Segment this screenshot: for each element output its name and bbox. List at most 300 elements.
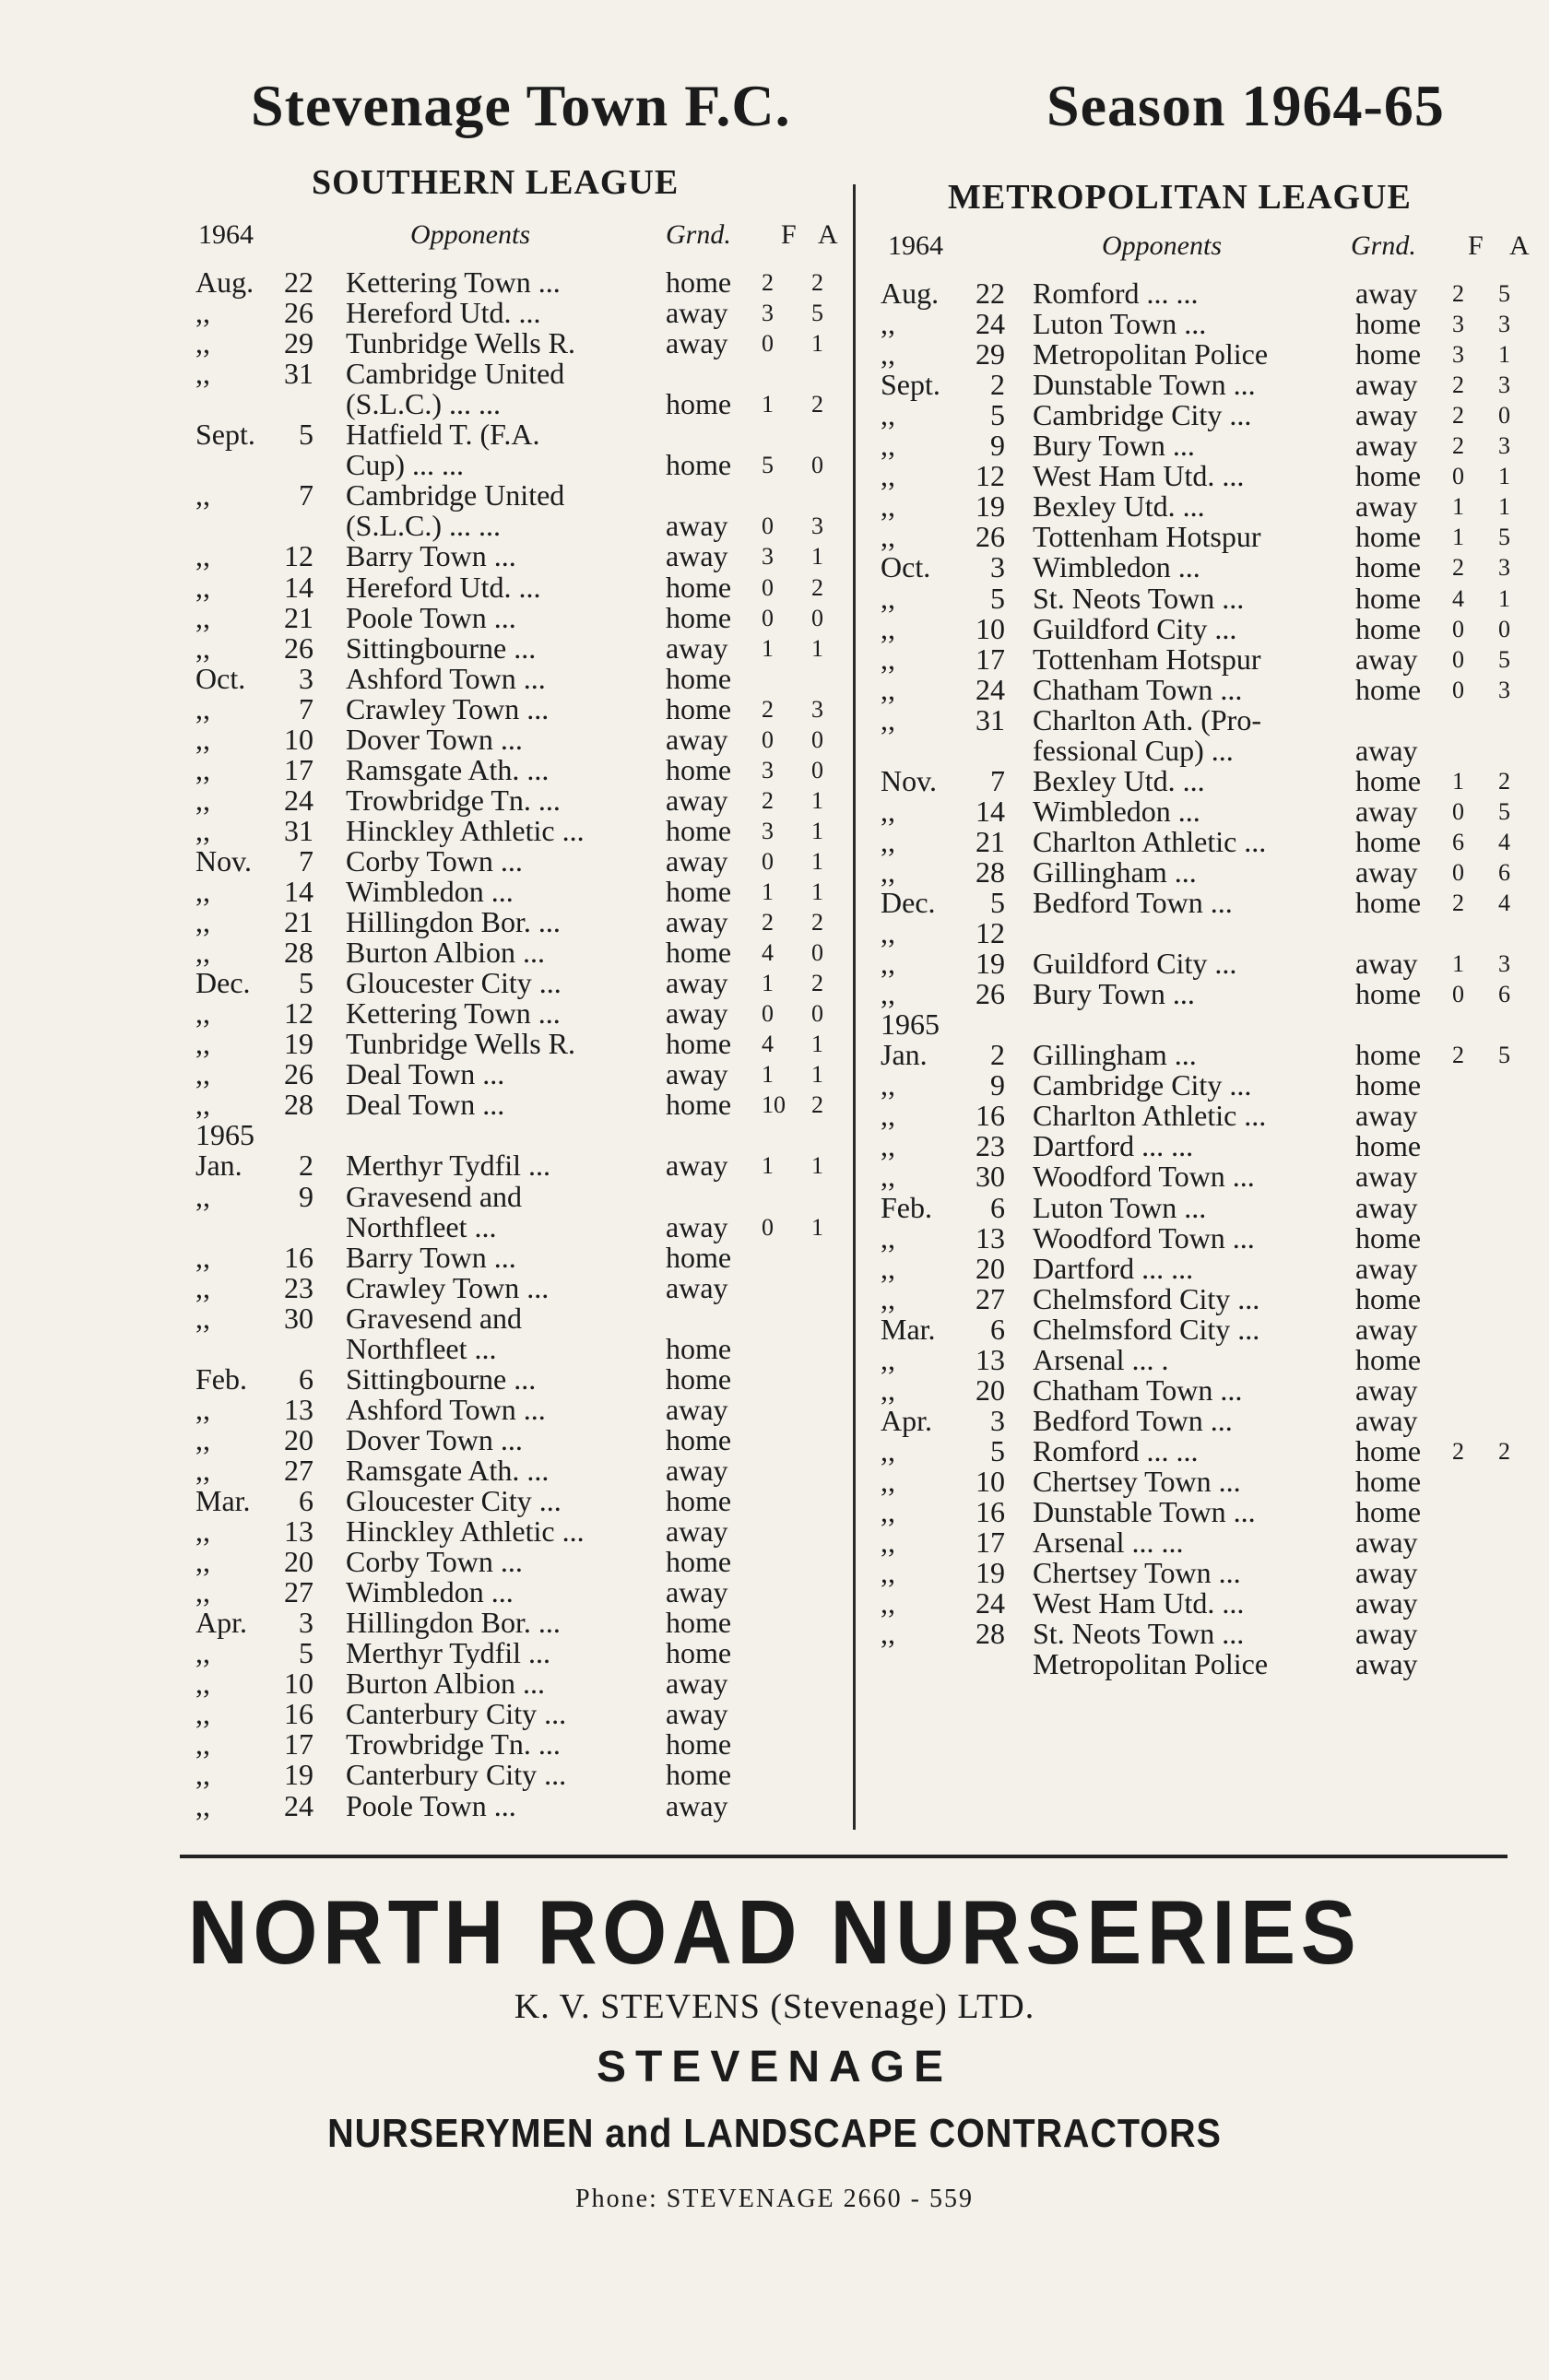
fixture-ground: home xyxy=(1355,459,1422,493)
fixture-day: 2 xyxy=(990,368,1005,402)
fixture-score-against: 1 xyxy=(811,878,823,905)
fixture-month: ,, xyxy=(881,1220,895,1255)
fixture-score-against: 5 xyxy=(1498,797,1510,825)
fixture-ground: home xyxy=(666,1545,732,1579)
fixture-opponent: Chertsey Town ... xyxy=(1033,1464,1241,1498)
fixture-month: ,, xyxy=(881,916,895,950)
fixture-day: 16 xyxy=(976,1099,1005,1133)
fixture-score-for: 1 xyxy=(762,634,774,662)
fixture-month: ,, xyxy=(195,1422,210,1456)
fixture-ground: home xyxy=(1355,1281,1422,1315)
fixture-score-against: 1 xyxy=(1498,493,1510,521)
fixture-score-for: 2 xyxy=(1452,280,1464,307)
opponents-header: Opponents xyxy=(410,219,530,250)
fixture-score-for: 1 xyxy=(1452,950,1464,978)
fixture-day: 13 xyxy=(976,1342,1005,1376)
advert-trade: NURSERYMEN and LANDSCAPE CONTRACTORS xyxy=(327,2111,1222,2156)
fixture-day: 19 xyxy=(976,947,1005,981)
fixture-month: Nov. xyxy=(881,763,938,797)
fixture-opponent: West Ham Utd. ... xyxy=(1033,459,1245,493)
fixture-month: ,, xyxy=(195,1697,210,1731)
fixture-day: 13 xyxy=(976,1220,1005,1255)
fixture-month: Sept. xyxy=(195,418,255,452)
fixture-row xyxy=(0,370,1549,400)
fixture-opponent: Deal Town ... xyxy=(346,1088,505,1122)
fixture-row xyxy=(0,583,1549,614)
fixture-row xyxy=(0,1190,1549,1224)
fixture-ground: away xyxy=(666,1270,728,1304)
fixture-opponent: Cambridge City ... xyxy=(1033,398,1252,432)
fixture-opponent: Cambridge United xyxy=(346,357,565,391)
for-header: F xyxy=(781,219,797,250)
fixture-row xyxy=(0,339,1549,370)
fixture-ground: home xyxy=(1355,1495,1422,1528)
fixture-opponent: Gillingham ... xyxy=(1033,1038,1197,1072)
fixture-ground: home xyxy=(666,691,732,725)
fixture-opponent: Burton Albion ... xyxy=(346,1667,546,1701)
fixture-opponent: Bedford Town ... xyxy=(1033,1403,1233,1437)
fixture-month: ,, xyxy=(195,905,210,939)
advert-company: K. V. STEVENS (Stevenage) LTD. xyxy=(514,1987,1035,2026)
fixture-ground: away xyxy=(666,1453,728,1487)
fixture-month: ,, xyxy=(881,642,895,676)
fixture-score-against: 1 xyxy=(811,1213,823,1241)
fixture-row xyxy=(0,1649,1549,1679)
fixture-day: 23 xyxy=(284,1270,313,1304)
fixture-score-for: 0 xyxy=(1452,858,1464,886)
fixture-opponent: Bedford Town ... xyxy=(1033,886,1233,919)
ground-header: Grnd. xyxy=(1351,230,1416,261)
fixture-month: ,, xyxy=(195,1575,210,1609)
fixture-score-for: 2 xyxy=(1452,402,1464,430)
fixture-score-against: 1 xyxy=(1498,341,1510,369)
fixture-opponent: (S.L.C.) ... ... xyxy=(346,387,501,421)
fixture-score-for: 1 xyxy=(762,878,774,905)
fixture-score-for: 4 xyxy=(1452,584,1464,612)
fixture-score-against: 5 xyxy=(1498,1042,1510,1069)
fixture-row xyxy=(0,1497,1549,1527)
fixture-day: 17 xyxy=(284,752,313,786)
fixture-day: 31 xyxy=(976,702,1005,736)
fixture-opponent: Bexley Utd. ... xyxy=(1033,763,1205,797)
fixture-row xyxy=(0,672,1549,706)
fixture-opponent: Hillingdon Bor. ... xyxy=(346,1606,561,1640)
fixture-opponent: Woodford Town ... xyxy=(1033,1160,1255,1194)
fixture-month: ,, xyxy=(881,520,895,554)
fixture-month: ,, xyxy=(195,1545,210,1579)
fixture-ground: away xyxy=(666,509,728,543)
fixture-row xyxy=(0,644,1549,675)
fixture-opponent: Chelmsford City ... xyxy=(1033,1312,1260,1346)
fixture-month: ,, xyxy=(881,611,895,645)
fixture-day: 24 xyxy=(976,672,1005,706)
fixture-score-against: 5 xyxy=(1498,645,1510,673)
fixture-ground: home xyxy=(666,661,732,695)
fixture-month: Aug. xyxy=(881,277,940,310)
fixture-day: 5 xyxy=(990,1433,1005,1467)
fixture-opponent: Barry Town ... xyxy=(346,539,516,573)
fixture-opponent: Sittingbourne ... xyxy=(346,1361,537,1396)
fixture-month: ,, xyxy=(881,307,895,341)
fixture-month: ,, xyxy=(881,702,895,736)
fixture-opponent: Luton Town ... xyxy=(1033,1190,1207,1224)
fixture-month: ,, xyxy=(195,752,210,786)
fixture-ground: home xyxy=(666,1758,732,1792)
fixture-row xyxy=(0,1009,1549,1040)
fixture-month: Dec. xyxy=(881,886,936,919)
fixture-score-for: 0 xyxy=(762,1213,774,1241)
fixture-month: ,, xyxy=(195,1788,210,1822)
fixture-score-against: 3 xyxy=(811,695,823,723)
fixture-month: 1965 xyxy=(881,1007,940,1042)
fixture-day: 26 xyxy=(284,630,313,665)
fixture-day: 27 xyxy=(284,1453,313,1487)
fixture-row xyxy=(0,1433,1549,1467)
fixture-ground: home xyxy=(666,1636,732,1670)
fixture-score-against: 2 xyxy=(811,909,823,937)
fixture-score-for: 2 xyxy=(1452,890,1464,916)
fixture-day: 29 xyxy=(976,337,1005,371)
fixture-day: 5 xyxy=(990,581,1005,615)
fixture-opponent: Kettering Town ... xyxy=(346,996,561,1031)
fixture-score-for: 10 xyxy=(762,1091,786,1119)
fixture-row xyxy=(0,1040,1549,1070)
fixture-score-against: 2 xyxy=(811,269,823,296)
fixture-day: 23 xyxy=(976,1129,1005,1163)
fixture-score-against: 1 xyxy=(811,1061,823,1089)
fixture-month: ,, xyxy=(195,1667,210,1701)
fixture-ground: away xyxy=(666,296,728,330)
fixture-score-for: 1 xyxy=(762,970,774,997)
fixture-score-for: 1 xyxy=(762,1152,774,1180)
fixture-ground: away xyxy=(666,843,728,878)
fixture-day: 28 xyxy=(976,854,1005,889)
fixture-row xyxy=(0,888,1549,918)
advert-title: NORTH ROAD NURSERIES xyxy=(187,1881,1362,1983)
fixture-ground: home xyxy=(1355,824,1422,858)
fixture-month: ,, xyxy=(881,1068,895,1102)
fixture-opponent: Romford ... ... xyxy=(1033,1433,1199,1467)
fixture-opponent: Gloucester City ... xyxy=(346,966,562,1000)
fixture-ground: away xyxy=(1355,1617,1418,1651)
fixture-ground: home xyxy=(666,875,732,908)
fixture-day: 28 xyxy=(284,1088,313,1122)
fixture-opponent: Corby Town ... xyxy=(346,843,523,878)
fixture-score-for: 2 xyxy=(1452,1042,1464,1069)
fixture-opponent: Dartford ... ... xyxy=(1033,1251,1194,1285)
fixture-opponent: Corby Town ... xyxy=(346,1545,523,1579)
fixture-row xyxy=(0,1131,1549,1161)
fixture-day: 22 xyxy=(284,265,313,299)
against-header: A xyxy=(1509,230,1530,261)
fixture-opponent: Ashford Town ... xyxy=(346,661,546,695)
fixture-score-for: 0 xyxy=(762,847,774,875)
for-header: F xyxy=(1468,230,1484,261)
fixture-ground: away xyxy=(666,1209,728,1243)
fixture-score-against: 3 xyxy=(1498,311,1510,338)
fixture-opponent: Charlton Athletic ... xyxy=(1033,1099,1267,1133)
fixture-score-for: 3 xyxy=(1452,311,1464,338)
fixture-opponent: West Ham Utd. ... xyxy=(1033,1586,1245,1620)
fixture-ground: home xyxy=(666,448,732,482)
ground-header: Grnd. xyxy=(666,219,731,250)
fixture-opponent: Hereford Utd. ... xyxy=(346,296,541,330)
fixture-ground: away xyxy=(666,722,728,756)
fixture-ground: home xyxy=(1355,1464,1422,1498)
fixture-ground: home xyxy=(1355,1068,1422,1102)
fixture-opponent: Merthyr Tydfil ... xyxy=(346,1636,551,1670)
fixture-day: 13 xyxy=(284,1514,313,1549)
fixture-day: 21 xyxy=(976,824,1005,858)
fixture-month: ,, xyxy=(195,570,210,604)
fixture-ground: away xyxy=(666,630,728,665)
fixture-score-for: 6 xyxy=(1452,828,1464,855)
fixture-score-against: 0 xyxy=(811,939,823,967)
fixture-month: ,, xyxy=(195,326,210,360)
fixture-opponent: Guildford City ... xyxy=(1033,611,1237,645)
fixture-day: 14 xyxy=(284,875,313,908)
fixture-ground: home xyxy=(666,752,732,786)
fixture-opponent: Metropolitan Police xyxy=(1033,1647,1269,1681)
fixture-score-against: 0 xyxy=(811,756,823,784)
fixture-score-for: 1 xyxy=(762,1061,774,1089)
fixture-day: 29 xyxy=(284,326,313,360)
fixture-day: 28 xyxy=(284,936,313,970)
fixture-score-against: 4 xyxy=(1498,890,1510,916)
fixture-day: 20 xyxy=(284,1545,313,1579)
fixture-score-for: 0 xyxy=(762,1000,774,1028)
fixture-day: 7 xyxy=(990,763,1005,797)
fixture-ground: away xyxy=(666,1392,728,1426)
fixture-month: ,, xyxy=(881,947,895,981)
fixture-row xyxy=(0,1729,1549,1760)
fixture-opponent: Chertsey Town ... xyxy=(1033,1556,1241,1590)
fixture-ground: home xyxy=(1355,763,1422,797)
fixture-score-for: 5 xyxy=(762,452,774,479)
fixture-score-against: 1 xyxy=(811,847,823,875)
fixture-month: ,, xyxy=(195,783,210,817)
fixture-row xyxy=(0,491,1549,522)
fixture-month: ,, xyxy=(195,1088,210,1122)
fixture-day: 20 xyxy=(284,1422,313,1456)
fixture-score-for: 0 xyxy=(1452,645,1464,673)
fixture-row xyxy=(0,1464,1549,1498)
fixture-ground: home xyxy=(666,265,732,299)
fixture-opponent: Wimbledon ... xyxy=(346,1575,514,1609)
fixture-score-against: 1 xyxy=(811,1031,823,1058)
fixture-row xyxy=(0,1161,1549,1192)
season-title: Season 1964-65 xyxy=(1046,73,1445,138)
fixture-score-against: 2 xyxy=(1498,1437,1510,1465)
fixture-opponent: Romford ... ... xyxy=(1033,277,1199,310)
fixture-day: 9 xyxy=(299,1179,313,1213)
fixture-day: 30 xyxy=(976,1160,1005,1194)
fixture-ground: home xyxy=(666,1331,732,1365)
fixture-opponent: Ramsgate Ath. ... xyxy=(346,1453,550,1487)
advert-phone: Phone: STEVENAGE 2660 - 559 xyxy=(575,2185,974,2213)
fixture-ground: home xyxy=(666,600,732,634)
fixture-score-for: 3 xyxy=(762,756,774,784)
fixture-ground: away xyxy=(1355,489,1418,524)
fixture-day: 30 xyxy=(284,1301,313,1335)
fixture-month: Mar. xyxy=(195,1484,251,1517)
fixture-month: ,, xyxy=(881,1099,895,1133)
fixture-score-against: 6 xyxy=(1498,858,1510,886)
fixture-ground: home xyxy=(1355,886,1422,919)
fixture-month: ,, xyxy=(881,1160,895,1194)
fixture-opponent: Cup) ... ... xyxy=(346,448,464,482)
fixture-day: 19 xyxy=(976,489,1005,524)
fixture-opponent: Canterbury City ... xyxy=(346,1697,567,1731)
fixture-ground: away xyxy=(1355,642,1418,676)
fixture-ground: home xyxy=(1355,1038,1422,1072)
fixture-day: 5 xyxy=(299,1636,313,1670)
fixture-score-for: 0 xyxy=(1452,463,1464,490)
fixture-day: 26 xyxy=(976,977,1005,1011)
fixture-ground: away xyxy=(666,1575,728,1609)
fixture-day: 16 xyxy=(976,1495,1005,1528)
fixture-day: 16 xyxy=(284,1240,313,1274)
fixture-month: ,, xyxy=(881,489,895,524)
fixture-ground: home xyxy=(666,1422,732,1456)
fixture-ground: home xyxy=(666,387,732,421)
fixture-opponent: (S.L.C.) ... ... xyxy=(346,509,501,543)
fixture-day: 9 xyxy=(990,429,1005,463)
fixture-ground: away xyxy=(1355,398,1418,432)
fixture-score-against: 0 xyxy=(1498,615,1510,642)
fixture-opponent: St. Neots Town ... xyxy=(1033,1617,1245,1651)
fixture-ground: away xyxy=(1355,368,1418,402)
fixture-score-against: 2 xyxy=(1498,767,1510,795)
fixture-row xyxy=(0,1251,1549,1285)
fixture-ground: home xyxy=(1355,977,1422,1011)
fixture-opponent: Kettering Town ... xyxy=(346,265,561,299)
fixture-ground: away xyxy=(1355,429,1418,463)
fixture-ground: away xyxy=(1355,794,1418,828)
fixture-ground: away xyxy=(1355,1160,1418,1194)
fixture-opponent: Dover Town ... xyxy=(346,722,523,756)
fixture-ground: away xyxy=(666,1057,728,1091)
fixture-month: Apr. xyxy=(195,1606,247,1640)
fixture-ground: away xyxy=(1355,1403,1418,1437)
fixture-month: ,, xyxy=(195,1027,210,1061)
fixture-ground: away xyxy=(666,539,728,573)
fixture-day: 10 xyxy=(976,1464,1005,1498)
fixture-opponent: Deal Town ... xyxy=(346,1057,505,1091)
fixture-opponent: Dunstable Town ... xyxy=(1033,1495,1256,1528)
fixture-opponent: Poole Town ... xyxy=(346,1788,516,1822)
fixture-day: 21 xyxy=(284,600,313,634)
fixture-opponent: Northfleet ... xyxy=(346,1331,497,1365)
fixture-row xyxy=(0,1760,1549,1790)
fixture-day: 7 xyxy=(299,843,313,878)
fixture-score-against: 5 xyxy=(1498,280,1510,307)
fixture-ground: home xyxy=(666,1727,732,1761)
fixture-score-for: 3 xyxy=(762,543,774,571)
fixture-day: 16 xyxy=(284,1697,313,1731)
fixture-ground: away xyxy=(1355,1312,1418,1346)
fixture-opponent: Bexley Utd. ... xyxy=(1033,489,1205,524)
fixture-score-for: 0 xyxy=(762,604,774,631)
fixture-ground: home xyxy=(1355,1433,1422,1467)
fixture-ground: home xyxy=(666,1088,732,1122)
fixture-month: ,, xyxy=(195,813,210,847)
fixture-month: ,, xyxy=(195,1301,210,1335)
fixture-opponent: Cambridge City ... xyxy=(1033,1068,1252,1102)
fixture-score-for: 1 xyxy=(1452,767,1464,795)
fixture-row xyxy=(0,979,1549,1009)
fixture-row xyxy=(0,1558,1549,1588)
fixture-score-for: 0 xyxy=(1452,797,1464,825)
fixture-row xyxy=(0,1070,1549,1101)
fixture-score-for: 0 xyxy=(762,330,774,358)
fixture-ground: away xyxy=(666,1788,728,1822)
fixture-month: Jan. xyxy=(195,1149,242,1183)
fixture-row xyxy=(0,522,1549,552)
fixture-month: ,, xyxy=(881,977,895,1011)
fixture-opponent: Gravesend and xyxy=(346,1301,523,1335)
fixture-row xyxy=(0,1375,1549,1406)
fixture-month: Mar. xyxy=(881,1312,936,1346)
fixture-score-against: 1 xyxy=(811,543,823,571)
fixture-opponent: Dartford ... ... xyxy=(1033,1129,1194,1163)
fixture-row xyxy=(0,1101,1549,1131)
fixture-score-for: 0 xyxy=(1452,676,1464,703)
fixture-score-against: 1 xyxy=(811,817,823,844)
fixture-score-for: 1 xyxy=(762,391,774,418)
fixture-month: Aug. xyxy=(195,265,254,299)
fixture-score-against: 6 xyxy=(1498,981,1510,1008)
fixture-day: 5 xyxy=(299,418,313,452)
fixture-day: 7 xyxy=(299,478,313,513)
fixture-opponent: Trowbridge Tn. ... xyxy=(346,783,561,817)
fixture-score-for: 3 xyxy=(762,300,774,327)
fixture-opponent: Charlton Athletic ... xyxy=(1033,824,1267,858)
fixture-month: ,, xyxy=(195,1057,210,1091)
fixture-row xyxy=(0,1527,1549,1558)
fixture-score-against: 3 xyxy=(1498,950,1510,978)
fixture-month: ,, xyxy=(881,824,895,858)
fixture-day: 20 xyxy=(976,1373,1005,1407)
fixture-month: ,, xyxy=(881,1556,895,1590)
fixture-month: 1965 xyxy=(195,1118,254,1152)
fixture-day: 12 xyxy=(976,916,1005,950)
fixture-ground: away xyxy=(666,1697,728,1731)
club-title: Stevenage Town F.C. xyxy=(251,73,791,138)
fixture-opponent: Crawley Town ... xyxy=(346,691,550,725)
fixture-day: 24 xyxy=(284,1788,313,1822)
fixture-score-against: 1 xyxy=(811,330,823,358)
fixture-ground: home xyxy=(666,1606,732,1640)
fixture-day: 7 xyxy=(299,691,313,725)
fixture-score-against: 1 xyxy=(1498,463,1510,490)
fixture-opponent: Barry Town ... xyxy=(346,1240,516,1274)
fixture-month: ,, xyxy=(881,1342,895,1376)
fixture-row xyxy=(0,948,1549,979)
fixture-score-for: 4 xyxy=(762,939,774,967)
fixture-day: 19 xyxy=(284,1027,313,1061)
fixture-opponent: fessional Cup) ... xyxy=(1033,733,1234,767)
fixture-opponent: Dover Town ... xyxy=(346,1422,523,1456)
fixture-day: 17 xyxy=(976,1526,1005,1560)
fixture-score-for: 1 xyxy=(1452,524,1464,551)
fixture-month: ,, xyxy=(195,1240,210,1274)
fixture-ground: away xyxy=(666,783,728,817)
fixture-opponent: Poole Town ... xyxy=(346,600,516,634)
fixture-score-against: 0 xyxy=(811,1000,823,1028)
fixture-opponent: Arsenal ... ... xyxy=(1033,1526,1184,1560)
fixture-opponent: Hatfield T. (F.A. xyxy=(346,418,540,452)
